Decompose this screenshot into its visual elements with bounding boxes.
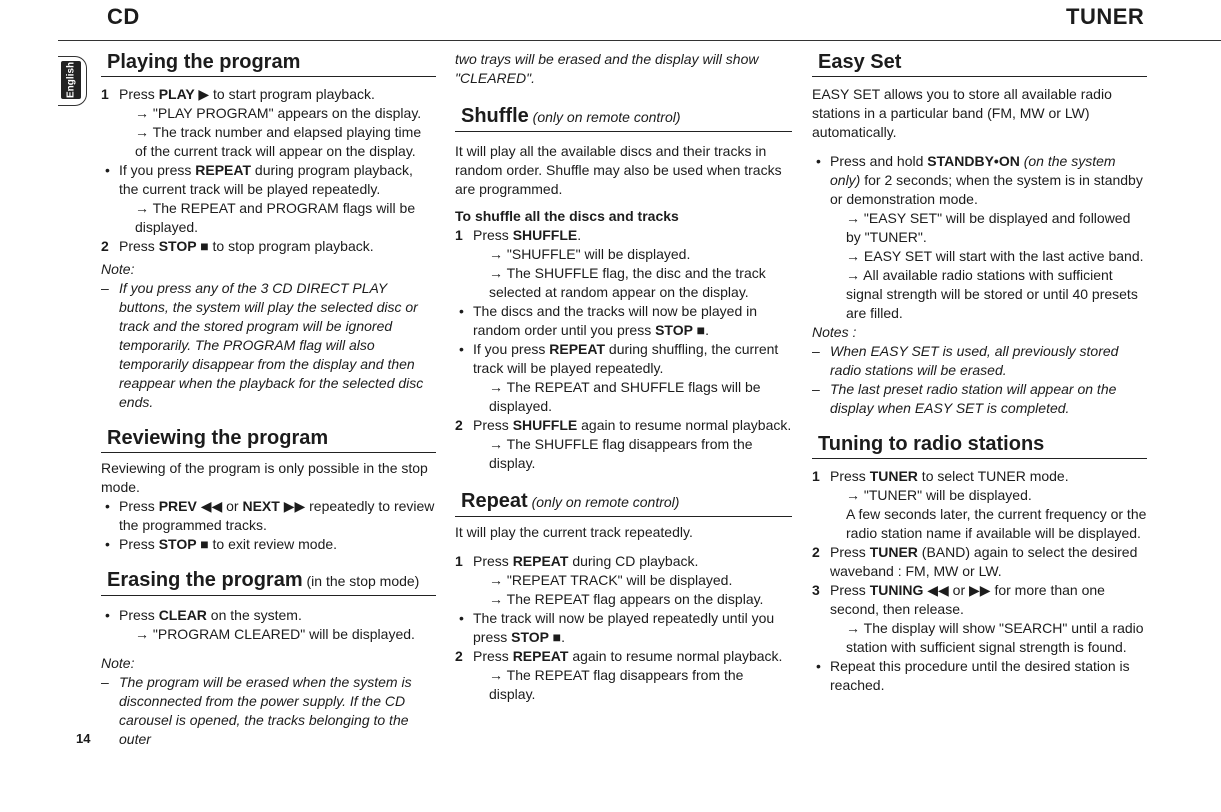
column-tuner	[812, 50, 1147, 695]
heading-shuffle: Shuffle (only on remote control)	[455, 104, 792, 132]
section-header-tuner: TUNER	[1066, 4, 1145, 29]
bullet-item: • Press CLEAR on the system.	[105, 607, 302, 623]
subheading-shuffle-all: To shuffle all the discs and tracks	[455, 208, 679, 224]
result-line: → All available radio stations with sufficient signal strength will be stored or until 40 presets are filled.	[846, 267, 1138, 321]
note-text: – If you press any of the 3 CD DIRECT PLAY buttons, the system will play the selected disc or track and the stored program will be ignored temporarily. The PROGRAM flag will also temporarily disappear from the display and then reappear when the playback for the selected disc ends.	[101, 280, 424, 410]
paragraph: It will play all the available discs and their tracks in random order. Shuffle may also be used when tracks are programmed.	[455, 143, 782, 197]
heading-repeat: Repeat (only on remote control)	[455, 489, 792, 517]
note-label: Note:	[101, 261, 135, 277]
result-line: → "EASY SET" will be displayed and followed by "TUNER".	[846, 210, 1131, 245]
heading-erasing-program: Erasing the program (in the stop mode)	[101, 568, 436, 596]
note-label: Note:	[101, 655, 135, 671]
continued-note: two trays will be erased and the display will show "CLEARED".	[455, 51, 759, 86]
step-2: 2 Press SHUFFLE again to resume normal playback.	[455, 417, 792, 433]
heading-playing-program: Playing the program	[101, 50, 436, 77]
column-shuffle-repeat	[455, 50, 792, 704]
result-line: → "PROGRAM CLEARED" will be displayed.	[135, 626, 415, 642]
paragraph: A few seconds later, the current frequency or the radio station name if available will be displayed.	[846, 506, 1147, 541]
step-3: 3 Press TUNING ◀◀ or ▶▶ for more than one second, then release.	[812, 582, 1105, 617]
step-1: 1 Press TUNER to select TUNER mode.	[812, 468, 1069, 484]
heading-tuning: Tuning to radio stations	[812, 432, 1147, 459]
section-header-cd: CD	[107, 4, 140, 29]
step-1: 1 Press SHUFFLE.	[455, 227, 582, 243]
paragraph: It will play the current track repeatedly.	[455, 524, 693, 540]
heading-easy-set: Easy Set	[812, 50, 1147, 77]
step-2: 2 Press TUNER (BAND) again to select the desired waveband : FM, MW or LW.	[812, 544, 1138, 579]
result-line: → EASY SET will start with the last active band.	[846, 248, 1144, 264]
bullet-item: • Repeat this procedure until the desired station is reached.	[816, 658, 1130, 693]
bullet-item: • The track will now be played repeatedly until you press STOP ■.	[459, 610, 775, 645]
note-text: – The last preset radio station will appear on the display when EASY SET is completed.	[812, 381, 1117, 416]
result-line: → The REPEAT flag disappears from the display.	[489, 667, 744, 702]
bullet-item: • Press and hold STANDBY•ON (on the system only) for 2 seconds; when the system is in standby or demonstration mode.	[816, 153, 1143, 207]
bullet-item: • Press STOP ■ to exit review mode.	[105, 536, 338, 552]
result-line: → The SHUFFLE flag disappears from the display.	[489, 436, 753, 471]
heading-reviewing-program: Reviewing the program	[101, 426, 436, 453]
header-rule	[58, 40, 1221, 41]
note-text: – When EASY SET is used, all previously stored radio stations will be erased.	[812, 343, 1119, 378]
column-cd-program	[101, 50, 436, 749]
step-2: 2 Press REPEAT again to resume normal playback.	[455, 648, 783, 664]
language-tab	[58, 56, 87, 106]
result-line: → "REPEAT TRACK" will be displayed.	[489, 572, 733, 588]
bullet-item: • If you press REPEAT during program playback, the current track will be played repeatedly.	[105, 162, 413, 197]
bullet-item: • The discs and the tracks will now be played in random order until you press STOP ■.	[459, 303, 758, 338]
language-tab-label: English	[61, 61, 81, 99]
paragraph: EASY SET allows you to store all available radio stations in a particular band (FM, MW or LW) automatically.	[812, 86, 1112, 140]
note-text: – The program will be erased when the system is disconnected from the power supply. If the CD carousel is opened, the tracks belonging to the outer	[101, 674, 412, 747]
bullet-item: • If you press REPEAT during shuffling, the current track will be played repeatedly.	[459, 341, 779, 376]
bullet-item: • Press PREV ◀◀ or NEXT ▶▶ repeatedly to review the programmed tracks.	[105, 498, 435, 533]
notes-label: Notes :	[812, 324, 857, 340]
result-line: → The SHUFFLE flag, the disc and the track selected at random appear on the display.	[489, 265, 766, 300]
result-line: → "SHUFFLE" will be displayed.	[489, 246, 691, 262]
step-1: 1 Press PLAY ▶ to start program playback.	[101, 86, 375, 102]
page-number: 14	[76, 731, 91, 746]
result-line: → The REPEAT and SHUFFLE flags will be displayed.	[489, 379, 761, 414]
result-line: → "PLAY PROGRAM" appears on the display.	[135, 105, 422, 121]
result-line: → The display will show "SEARCH" until a radio station with sufficient signal strength is found.	[846, 620, 1144, 655]
step-1: 1 Press REPEAT during CD playback.	[455, 553, 699, 569]
paragraph: Reviewing of the program is only possible in the stop mode.	[101, 460, 428, 495]
result-line: → "TUNER" will be displayed.	[846, 487, 1032, 503]
result-line: → The track number and elapsed playing time of the current track will appear on the display.	[135, 124, 422, 159]
result-line: → The REPEAT and PROGRAM flags will be displayed.	[135, 200, 416, 235]
step-2: 2 Press STOP ■ to stop program playback.	[101, 238, 374, 254]
result-line: → The REPEAT flag appears on the display.	[489, 591, 764, 607]
